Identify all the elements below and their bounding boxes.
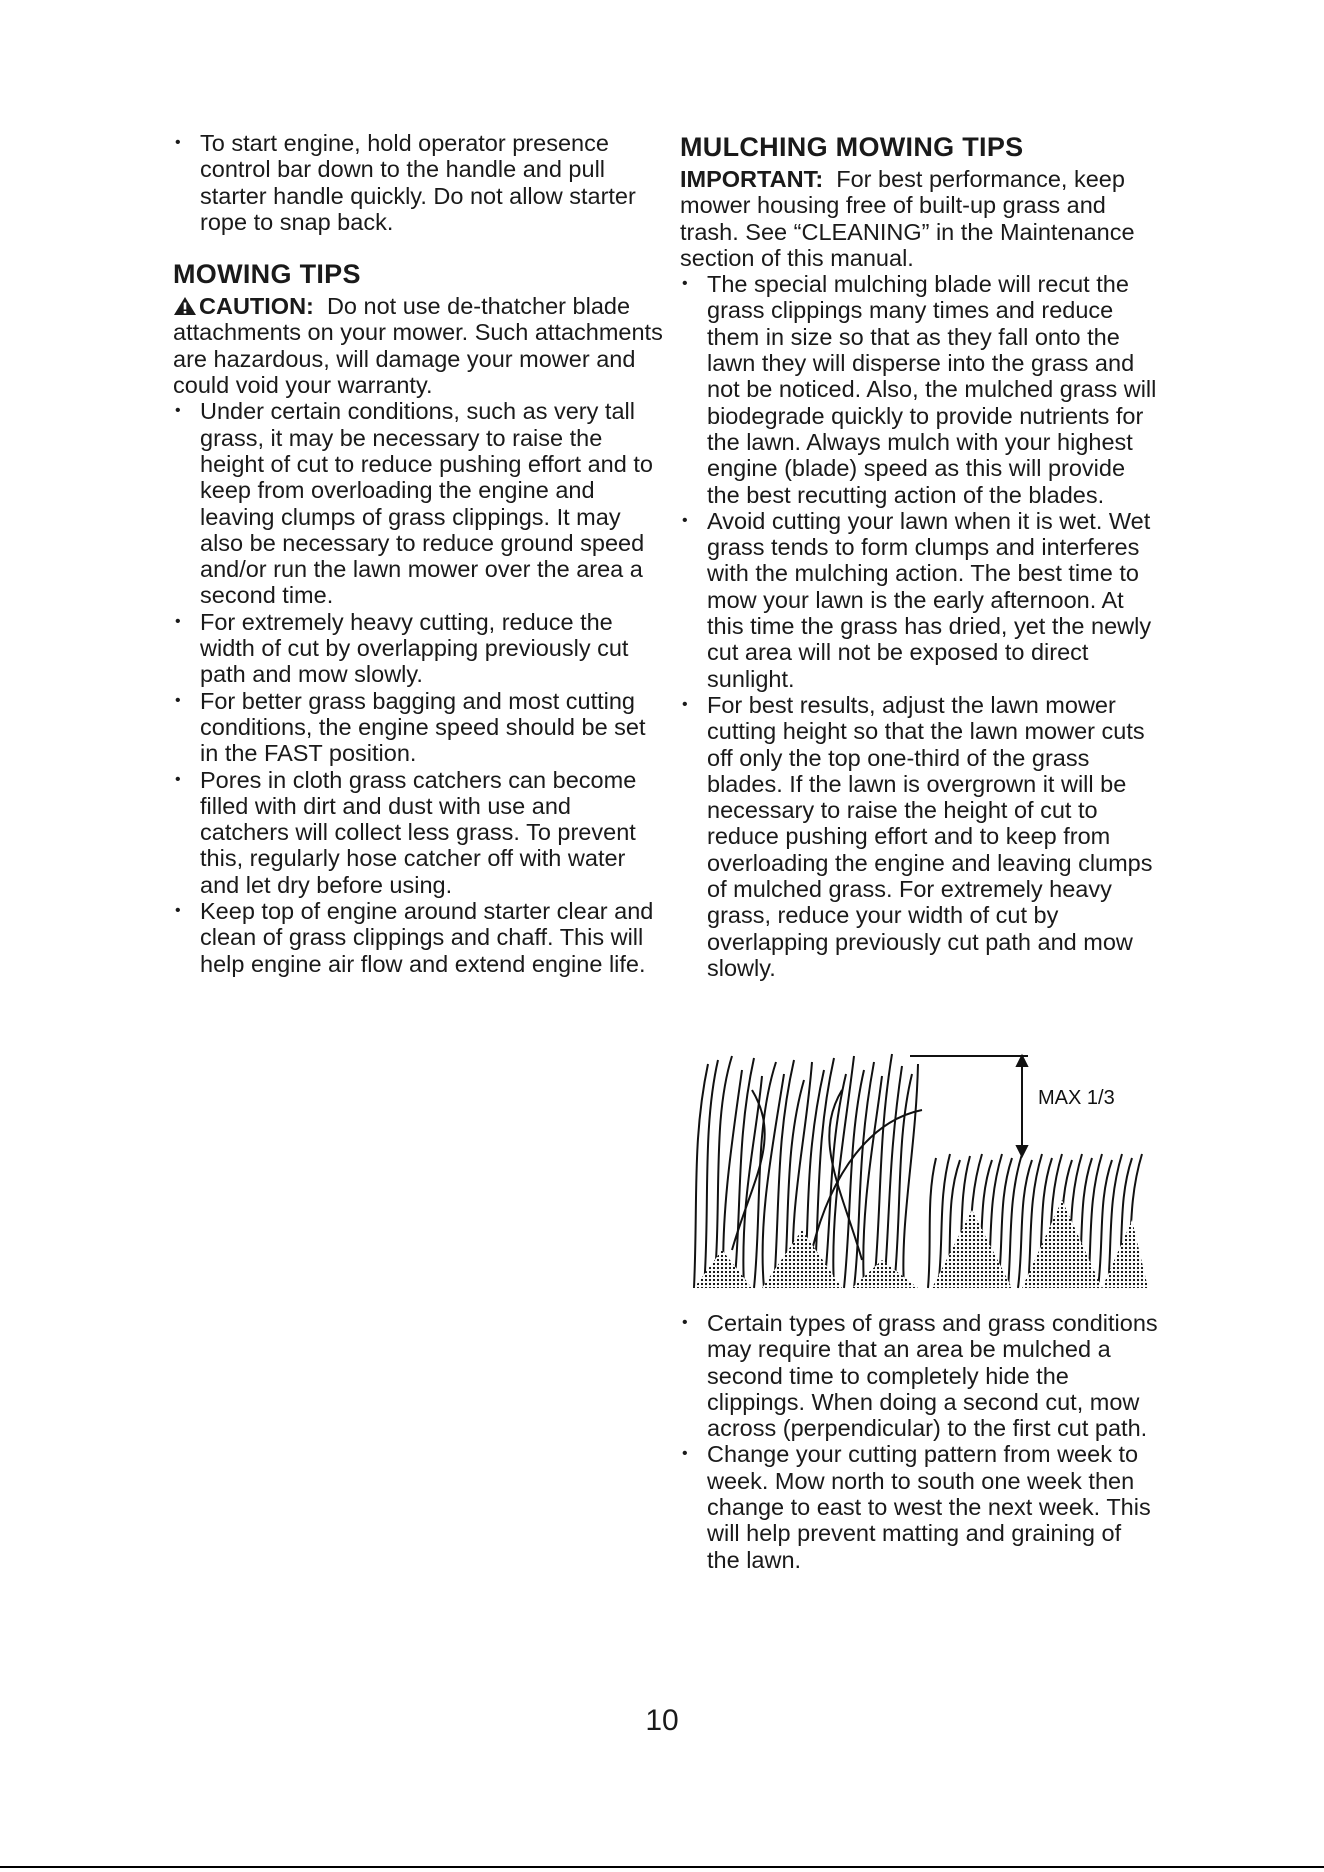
mowing-tips-list	[173, 398, 663, 977]
list-item: • Change your cutting pattern from week to week. Mow north to south one week then change to east to west the next week. This will help prevent matting and graining of the lawn.	[680, 1441, 1160, 1572]
height-arrow-icon	[1017, 1056, 1027, 1156]
important-paragraph	[680, 166, 1160, 271]
list-item: • To start engine, hold operator presence control bar down to the handle and pull starter handle quickly. Do not allow starter rope to snap back.	[173, 130, 663, 235]
list-item: • Under certain conditions, such as very tall grass, it may be necessary to raise the height of cut to reduce pushing effort and to keep from overloading the engine and leaving clumps of grass clippings. It may also be necessary to reduce ground speed and/or run the lawn mower over the area a second time.	[173, 398, 663, 608]
list-item: • Pores in cloth grass catchers can become filled with dirt and dust with use and catchers will collect less grass. To prevent this, regularly hose catcher off with water and let dry before using.	[173, 767, 663, 898]
list-item: • Keep top of engine around starter clear and clean of grass clippings and chaff. This will help engine air flow and extend engine life.	[173, 898, 663, 977]
caution-text: Do not use de-thatcher blade attachments on your mower. Such attachments are hazardous, will damage your mower and could void your warranty.	[173, 293, 663, 399]
list-item: • Avoid cutting your lawn when it is wet. Wet grass tends to form clumps and interferes with the mulching action. The best time to mow your lawn is the early afternoon. At this time the grass has dried, yet the newly cut area will not be exposed to direct sunlight.	[680, 508, 1160, 692]
list-item: • For extremely heavy cutting, reduce the width of cut by overlapping previously cut path and mow slowly.	[173, 609, 663, 688]
bottom-rule	[0, 1866, 1324, 1868]
list-item: • For better grass bagging and most cutting conditions, the engine speed should be set in the FAST position.	[173, 688, 663, 767]
caution-label: CAUTION:	[199, 293, 314, 320]
list-item: • The special mulching blade will recut the grass clippings many times and reduce them in size so that as they fall onto the lawn they will disperse into the grass and not be noticed. Also, the mulched grass will biodegrade quickly to provide nutrients for the lawn. Always mulch with your highest engine (blade) speed as this will provide the best recutting action of the blades.	[680, 271, 1160, 508]
page-number: 10	[645, 1704, 679, 1737]
intro-list	[173, 130, 663, 235]
right-column-continued	[680, 1310, 1160, 1573]
mulching-tips-list	[680, 271, 1160, 981]
grass-cutting-height-illustration	[692, 1050, 1148, 1290]
right-column	[680, 132, 1160, 981]
important-text: For best performance, keep mower housing free of built-up grass and trash. See “CLEANING” in the Maintenance section of this manual.	[680, 166, 1135, 271]
important-label: IMPORTANT:	[680, 166, 824, 192]
left-column	[173, 130, 663, 977]
mulching-tips-list-continued	[680, 1310, 1160, 1573]
warning-triangle-icon	[173, 296, 197, 316]
figure-label: MAX 1/3	[1038, 1087, 1115, 1109]
mulching-tips-heading: MULCHING MOWING TIPS	[680, 132, 1024, 162]
mowing-tips-heading: MOWING TIPS	[173, 259, 361, 290]
caution-paragraph	[173, 293, 663, 398]
list-item: • For best results, adjust the lawn mower cutting height so that the lawn mower cuts off only the top one-third of the grass blades. If the lawn is overgrown it will be necessary to raise the height of cut to reduce pushing effort and to keep from overloading the engine and leaving clumps of mulched grass. For extremely heavy grass, reduce your width of cut by overlapping previously cut path and mow slowly.	[680, 692, 1160, 981]
list-item: • Certain types of grass and grass conditions may require that an area be mulched a second time to completely hide the clippings. When doing a second cut, mow across (perpendicular) to the first cut path.	[680, 1310, 1160, 1441]
